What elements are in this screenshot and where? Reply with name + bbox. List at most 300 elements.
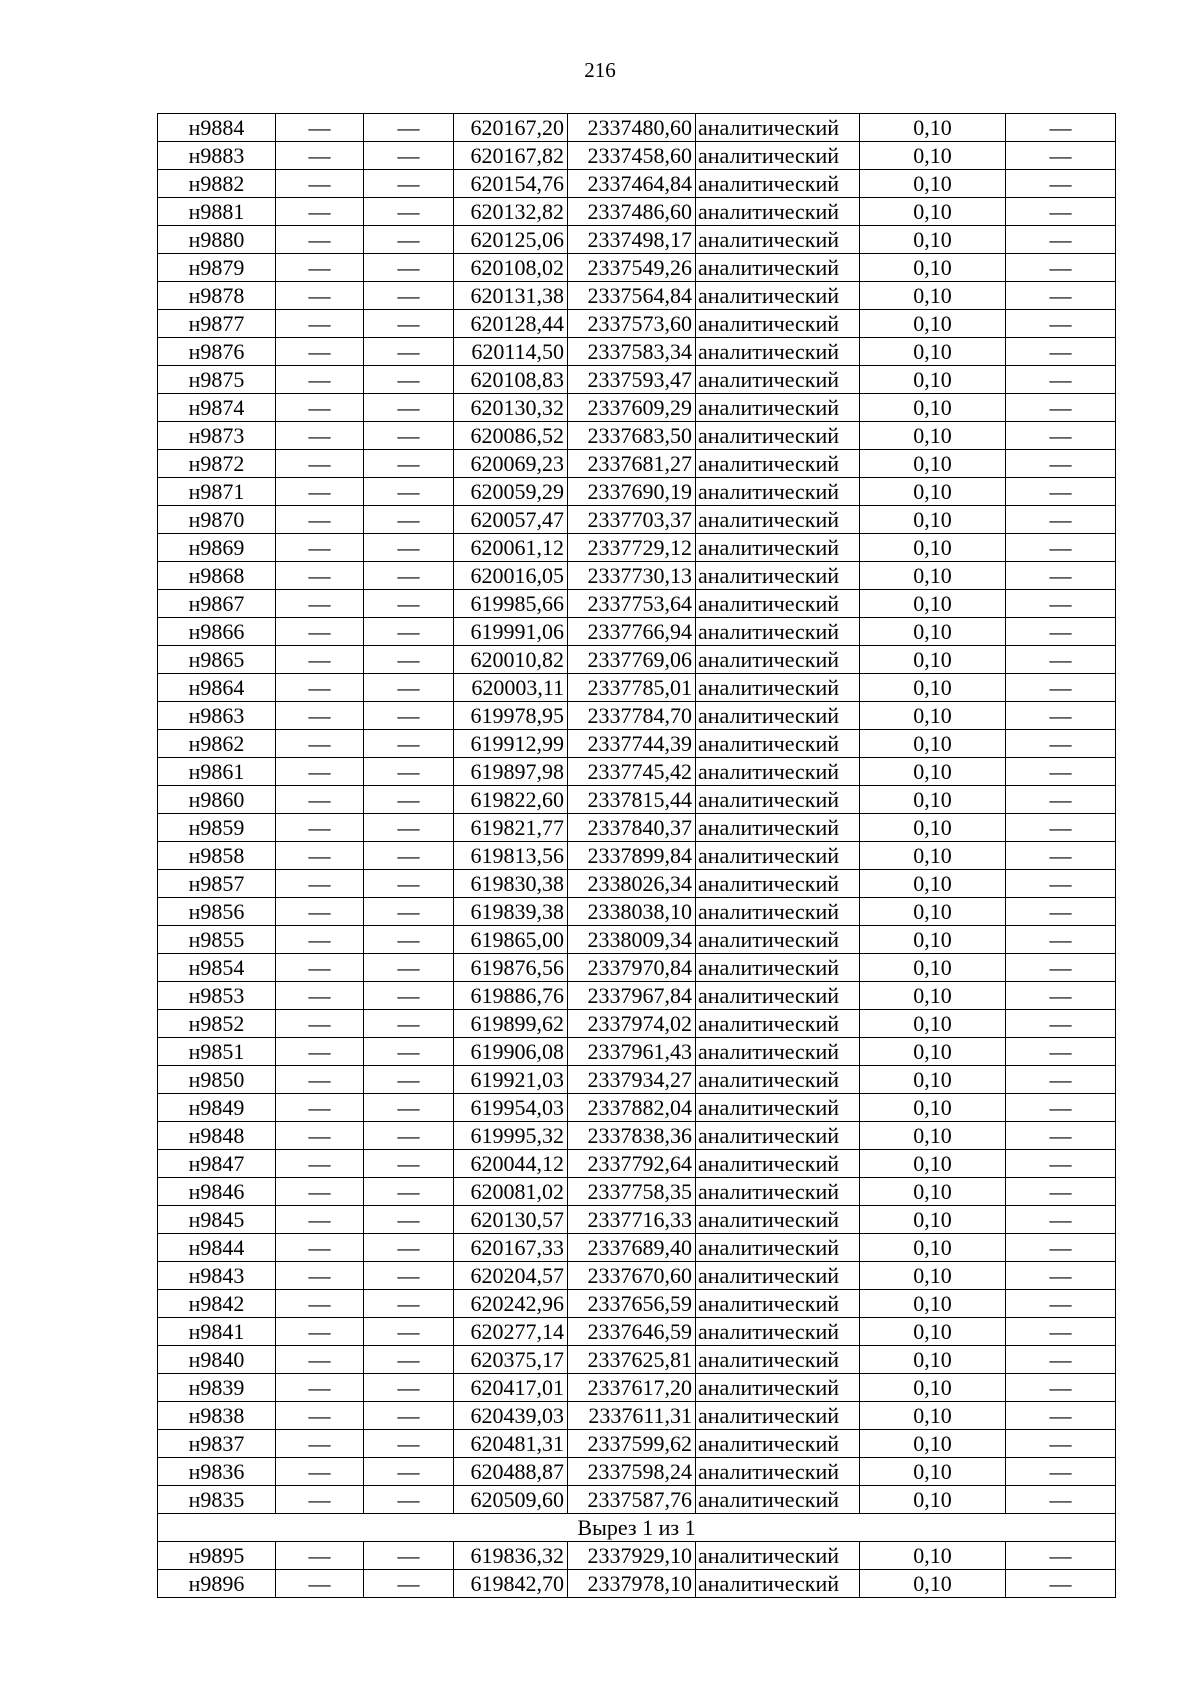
method-cell: аналитический [696,702,860,730]
empty-value-cell: — [276,1570,364,1598]
empty-value-cell: — [276,366,364,394]
coordinate-x-cell: 620481,31 [454,1430,568,1458]
coordinate-y-cell: 2337729,12 [568,534,696,562]
accuracy-cell: 0,10 [860,1178,1006,1206]
method-cell: аналитический [696,590,860,618]
coordinate-x-cell: 620131,38 [454,282,568,310]
coordinate-x-cell: 620130,32 [454,394,568,422]
accuracy-cell: 0,10 [860,198,1006,226]
coordinate-x-cell: 620509,60 [454,1486,568,1514]
empty-value-cell: — [1006,1430,1116,1458]
coordinate-x-cell: 619830,38 [454,870,568,898]
coordinate-y-cell: 2337745,42 [568,758,696,786]
coordinate-y-cell: 2337464,84 [568,170,696,198]
method-cell: аналитический [696,1570,860,1598]
empty-value-cell: — [276,954,364,982]
empty-value-cell: — [364,1206,454,1234]
table-row [158,170,1116,198]
table-row [158,1094,1116,1122]
empty-value-cell: — [364,506,454,534]
table-row [158,786,1116,814]
empty-value-cell: — [1006,1318,1116,1346]
coordinate-x-cell: 620130,57 [454,1206,568,1234]
empty-value-cell: — [364,1486,454,1514]
method-cell: аналитический [696,1178,860,1206]
empty-value-cell: — [276,254,364,282]
coordinate-x-cell: 619912,99 [454,730,568,758]
table-row [158,338,1116,366]
coordinate-y-cell: 2337784,70 [568,702,696,730]
table-row [158,1290,1116,1318]
empty-value-cell: — [1006,1402,1116,1430]
coordinate-x-cell: 620277,14 [454,1318,568,1346]
accuracy-cell: 0,10 [860,310,1006,338]
empty-value-cell: — [1006,1038,1116,1066]
accuracy-cell: 0,10 [860,254,1006,282]
coordinate-y-cell: 2337703,37 [568,506,696,534]
point-name-cell: н9866 [158,618,276,646]
point-name-cell: н9883 [158,142,276,170]
accuracy-cell: 0,10 [860,1206,1006,1234]
empty-value-cell: — [276,814,364,842]
coordinate-y-cell: 2337974,02 [568,1010,696,1038]
point-name-cell: н9865 [158,646,276,674]
coordinate-x-cell: 619836,32 [454,1542,568,1570]
coordinate-y-cell: 2337929,10 [568,1542,696,1570]
method-cell: аналитический [696,954,860,982]
empty-value-cell: — [364,898,454,926]
accuracy-cell: 0,10 [860,702,1006,730]
empty-value-cell: — [276,198,364,226]
method-cell: аналитический [696,198,860,226]
empty-value-cell: — [1006,506,1116,534]
coordinate-y-cell: 2337593,47 [568,366,696,394]
empty-value-cell: — [276,170,364,198]
empty-value-cell: — [1006,730,1116,758]
coordinate-y-cell: 2337967,84 [568,982,696,1010]
coordinate-y-cell: 2337978,10 [568,1570,696,1598]
empty-value-cell: — [364,758,454,786]
empty-value-cell: — [1006,142,1116,170]
point-name-cell: н9884 [158,114,276,142]
coordinate-y-cell: 2337458,60 [568,142,696,170]
accuracy-cell: 0,10 [860,170,1006,198]
empty-value-cell: — [1006,1290,1116,1318]
coordinate-y-cell: 2337573,60 [568,310,696,338]
empty-value-cell: — [276,1402,364,1430]
method-cell: аналитический [696,1458,860,1486]
coordinate-y-cell: 2337587,76 [568,1486,696,1514]
coordinate-x-cell: 620242,96 [454,1290,568,1318]
empty-value-cell: — [276,562,364,590]
coordinate-y-cell: 2337689,40 [568,1234,696,1262]
empty-value-cell: — [364,1122,454,1150]
accuracy-cell: 0,10 [860,730,1006,758]
method-cell: аналитический [696,1150,860,1178]
coordinate-x-cell: 619978,95 [454,702,568,730]
empty-value-cell: — [276,702,364,730]
table-row [158,618,1116,646]
accuracy-cell: 0,10 [860,758,1006,786]
table-row [158,282,1116,310]
coordinate-y-cell: 2337617,20 [568,1374,696,1402]
coordinate-y-cell: 2337670,60 [568,1262,696,1290]
empty-value-cell: — [1006,870,1116,898]
empty-value-cell: — [1006,422,1116,450]
coordinate-x-cell: 620488,87 [454,1458,568,1486]
method-cell: аналитический [696,1402,860,1430]
empty-value-cell: — [276,1458,364,1486]
empty-value-cell: — [276,674,364,702]
accuracy-cell: 0,10 [860,870,1006,898]
accuracy-cell: 0,10 [860,478,1006,506]
accuracy-cell: 0,10 [860,1038,1006,1066]
empty-value-cell: — [276,1234,364,1262]
table-row [158,590,1116,618]
method-cell: аналитический [696,758,860,786]
point-name-cell: н9851 [158,1038,276,1066]
method-cell: аналитический [696,1038,860,1066]
coordinate-x-cell: 619865,00 [454,926,568,954]
point-name-cell: н9841 [158,1318,276,1346]
empty-value-cell: — [276,1038,364,1066]
table-row [158,1570,1116,1598]
empty-value-cell: — [364,142,454,170]
coordinate-y-cell: 2337609,29 [568,394,696,422]
table-row [158,254,1116,282]
accuracy-cell: 0,10 [860,842,1006,870]
coordinate-y-cell: 2337730,13 [568,562,696,590]
accuracy-cell: 0,10 [860,142,1006,170]
coordinate-x-cell: 619921,03 [454,1066,568,1094]
table-row [158,1262,1116,1290]
coordinate-x-cell: 620044,12 [454,1150,568,1178]
empty-value-cell: — [364,198,454,226]
empty-value-cell: — [364,1318,454,1346]
table-body [158,114,1116,1598]
table-row [158,450,1116,478]
empty-value-cell: — [364,618,454,646]
table-row [158,1178,1116,1206]
empty-value-cell: — [364,310,454,338]
accuracy-cell: 0,10 [860,1010,1006,1038]
empty-value-cell: — [276,898,364,926]
table-row [158,758,1116,786]
empty-value-cell: — [276,1346,364,1374]
coordinate-x-cell: 620154,76 [454,170,568,198]
table-row [158,1150,1116,1178]
empty-value-cell: — [364,814,454,842]
empty-value-cell: — [276,1542,364,1570]
empty-value-cell: — [1006,366,1116,394]
table-row [158,506,1116,534]
page-number: 216 [584,58,616,82]
method-cell: аналитический [696,1262,860,1290]
coordinate-x-cell: 620010,82 [454,646,568,674]
accuracy-cell: 0,10 [860,646,1006,674]
coordinate-x-cell: 619899,62 [454,1010,568,1038]
empty-value-cell: — [364,1234,454,1262]
point-name-cell: н9840 [158,1346,276,1374]
point-name-cell: н9879 [158,254,276,282]
method-cell: аналитический [696,366,860,394]
method-cell: аналитический [696,226,860,254]
coordinate-y-cell: 2337961,43 [568,1038,696,1066]
point-name-cell: н9896 [158,1570,276,1598]
coordinate-x-cell: 619821,77 [454,814,568,842]
point-name-cell: н9876 [158,338,276,366]
empty-value-cell: — [276,506,364,534]
empty-value-cell: — [276,226,364,254]
point-name-cell: н9881 [158,198,276,226]
empty-value-cell: — [364,1430,454,1458]
empty-value-cell: — [1006,1458,1116,1486]
table-row [158,1010,1116,1038]
empty-value-cell: — [1006,198,1116,226]
method-cell: аналитический [696,1430,860,1458]
empty-value-cell: — [1006,758,1116,786]
empty-value-cell: — [276,1430,364,1458]
empty-value-cell: — [364,1458,454,1486]
table-row [158,478,1116,506]
method-cell: аналитический [696,786,860,814]
empty-value-cell: — [276,1486,364,1514]
empty-value-cell: — [1006,842,1116,870]
method-cell: аналитический [696,1486,860,1514]
coordinate-x-cell: 620108,83 [454,366,568,394]
method-cell: аналитический [696,842,860,870]
point-name-cell: н9842 [158,1290,276,1318]
empty-value-cell: — [276,282,364,310]
empty-value-cell: — [1006,450,1116,478]
coordinate-x-cell: 619991,06 [454,618,568,646]
coordinate-y-cell: 2338009,34 [568,926,696,954]
coordinates-table [157,113,1116,1598]
coordinate-y-cell: 2337815,44 [568,786,696,814]
point-name-cell: н9861 [158,758,276,786]
point-name-cell: н9838 [158,1402,276,1430]
empty-value-cell: — [364,1374,454,1402]
accuracy-cell: 0,10 [860,1402,1006,1430]
coordinate-x-cell: 620167,82 [454,142,568,170]
point-name-cell: н9845 [158,1206,276,1234]
coordinate-x-cell: 620057,47 [454,506,568,534]
coordinate-y-cell: 2337766,94 [568,618,696,646]
table-row [158,1122,1116,1150]
empty-value-cell: — [1006,1570,1116,1598]
table-row [158,310,1116,338]
empty-value-cell: — [364,366,454,394]
table-row [158,870,1116,898]
empty-value-cell: — [1006,1206,1116,1234]
empty-value-cell: — [1006,1234,1116,1262]
coordinate-x-cell: 620167,20 [454,114,568,142]
table-row [158,982,1116,1010]
empty-value-cell: — [276,142,364,170]
method-cell: аналитический [696,1122,860,1150]
point-name-cell: н9853 [158,982,276,1010]
coordinate-x-cell: 619954,03 [454,1094,568,1122]
table-row [158,1430,1116,1458]
empty-value-cell: — [364,786,454,814]
accuracy-cell: 0,10 [860,1458,1006,1486]
table-row [158,674,1116,702]
table-row [158,1542,1116,1570]
empty-value-cell: — [1006,898,1116,926]
empty-value-cell: — [276,1290,364,1318]
empty-value-cell: — [1006,786,1116,814]
empty-value-cell: — [1006,954,1116,982]
coordinate-y-cell: 2337716,33 [568,1206,696,1234]
coordinate-x-cell: 620125,06 [454,226,568,254]
method-cell: аналитический [696,982,860,1010]
accuracy-cell: 0,10 [860,534,1006,562]
empty-value-cell: — [1006,814,1116,842]
empty-value-cell: — [1006,1542,1116,1570]
empty-value-cell: — [364,1570,454,1598]
empty-value-cell: — [1006,1346,1116,1374]
method-cell: аналитический [696,618,860,646]
coordinate-y-cell: 2337769,06 [568,646,696,674]
empty-value-cell: — [276,310,364,338]
empty-value-cell: — [1006,926,1116,954]
table-row [158,1486,1116,1514]
table-row [158,226,1116,254]
empty-value-cell: — [1006,618,1116,646]
coordinate-x-cell: 619876,56 [454,954,568,982]
point-name-cell: н9848 [158,1122,276,1150]
empty-value-cell: — [276,730,364,758]
point-name-cell: н9874 [158,394,276,422]
accuracy-cell: 0,10 [860,898,1006,926]
coordinate-x-cell: 619886,76 [454,982,568,1010]
empty-value-cell: — [276,1374,364,1402]
coordinate-y-cell: 2337486,60 [568,198,696,226]
empty-value-cell: — [1006,338,1116,366]
empty-value-cell: — [1006,1486,1116,1514]
point-name-cell: н9860 [158,786,276,814]
method-cell: аналитический [696,674,860,702]
coordinate-x-cell: 619897,98 [454,758,568,786]
point-name-cell: н9849 [158,1094,276,1122]
table-row [158,814,1116,842]
method-cell: аналитический [696,506,860,534]
point-name-cell: н9836 [158,1458,276,1486]
empty-value-cell: — [276,870,364,898]
empty-value-cell: — [1006,646,1116,674]
empty-value-cell: — [276,450,364,478]
coordinate-x-cell: 619842,70 [454,1570,568,1598]
empty-value-cell: — [276,1066,364,1094]
point-name-cell: н9872 [158,450,276,478]
empty-value-cell: — [364,394,454,422]
coordinate-x-cell: 620059,29 [454,478,568,506]
empty-value-cell: — [364,1094,454,1122]
coordinate-x-cell: 620003,11 [454,674,568,702]
table-row [158,562,1116,590]
coordinate-x-cell: 620375,17 [454,1346,568,1374]
empty-value-cell: — [364,254,454,282]
method-cell: аналитический [696,534,860,562]
point-name-cell: н9847 [158,1150,276,1178]
method-cell: аналитический [696,254,860,282]
coordinate-y-cell: 2337611,31 [568,1402,696,1430]
point-name-cell: н9850 [158,1066,276,1094]
coordinate-x-cell: 620081,02 [454,1178,568,1206]
table-row [158,534,1116,562]
empty-value-cell: — [1006,1010,1116,1038]
empty-value-cell: — [276,1010,364,1038]
point-name-cell: н9873 [158,422,276,450]
coordinate-x-cell: 619906,08 [454,1038,568,1066]
coordinate-y-cell: 2337690,19 [568,478,696,506]
empty-value-cell: — [276,534,364,562]
coordinate-y-cell: 2337838,36 [568,1122,696,1150]
table-row [158,842,1116,870]
point-name-cell: н9877 [158,310,276,338]
point-name-cell: н9870 [158,506,276,534]
empty-value-cell: — [276,926,364,954]
table-row [158,646,1116,674]
empty-value-cell: — [364,1178,454,1206]
accuracy-cell: 0,10 [860,1542,1006,1570]
table-row [158,954,1116,982]
empty-value-cell: — [1006,1066,1116,1094]
accuracy-cell: 0,10 [860,282,1006,310]
table-row [158,1374,1116,1402]
accuracy-cell: 0,10 [860,1318,1006,1346]
empty-value-cell: — [364,674,454,702]
section-title: Вырез 1 из 1 [158,1514,1116,1542]
point-name-cell: н9869 [158,534,276,562]
accuracy-cell: 0,10 [860,1374,1006,1402]
empty-value-cell: — [1006,254,1116,282]
accuracy-cell: 0,10 [860,1570,1006,1598]
accuracy-cell: 0,10 [860,226,1006,254]
empty-value-cell: — [364,562,454,590]
point-name-cell: н9854 [158,954,276,982]
empty-value-cell: — [364,954,454,982]
point-name-cell: н9868 [158,562,276,590]
point-name-cell: н9878 [158,282,276,310]
empty-value-cell: — [364,870,454,898]
empty-value-cell: — [1006,982,1116,1010]
accuracy-cell: 0,10 [860,618,1006,646]
coordinate-y-cell: 2337598,24 [568,1458,696,1486]
empty-value-cell: — [364,1290,454,1318]
empty-value-cell: — [364,1262,454,1290]
empty-value-cell: — [276,422,364,450]
method-cell: аналитический [696,898,860,926]
empty-value-cell: — [364,282,454,310]
accuracy-cell: 0,10 [860,1430,1006,1458]
point-name-cell: н9880 [158,226,276,254]
point-name-cell: н9846 [158,1178,276,1206]
accuracy-cell: 0,10 [860,422,1006,450]
coordinate-y-cell: 2337744,39 [568,730,696,758]
empty-value-cell: — [276,618,364,646]
empty-value-cell: — [364,338,454,366]
coordinate-x-cell: 620167,33 [454,1234,568,1262]
table-row [158,1066,1116,1094]
empty-value-cell: — [1006,170,1116,198]
empty-value-cell: — [364,534,454,562]
accuracy-cell: 0,10 [860,982,1006,1010]
empty-value-cell: — [364,842,454,870]
empty-value-cell: — [276,1206,364,1234]
table-row [158,394,1116,422]
coordinate-y-cell: 2337498,17 [568,226,696,254]
